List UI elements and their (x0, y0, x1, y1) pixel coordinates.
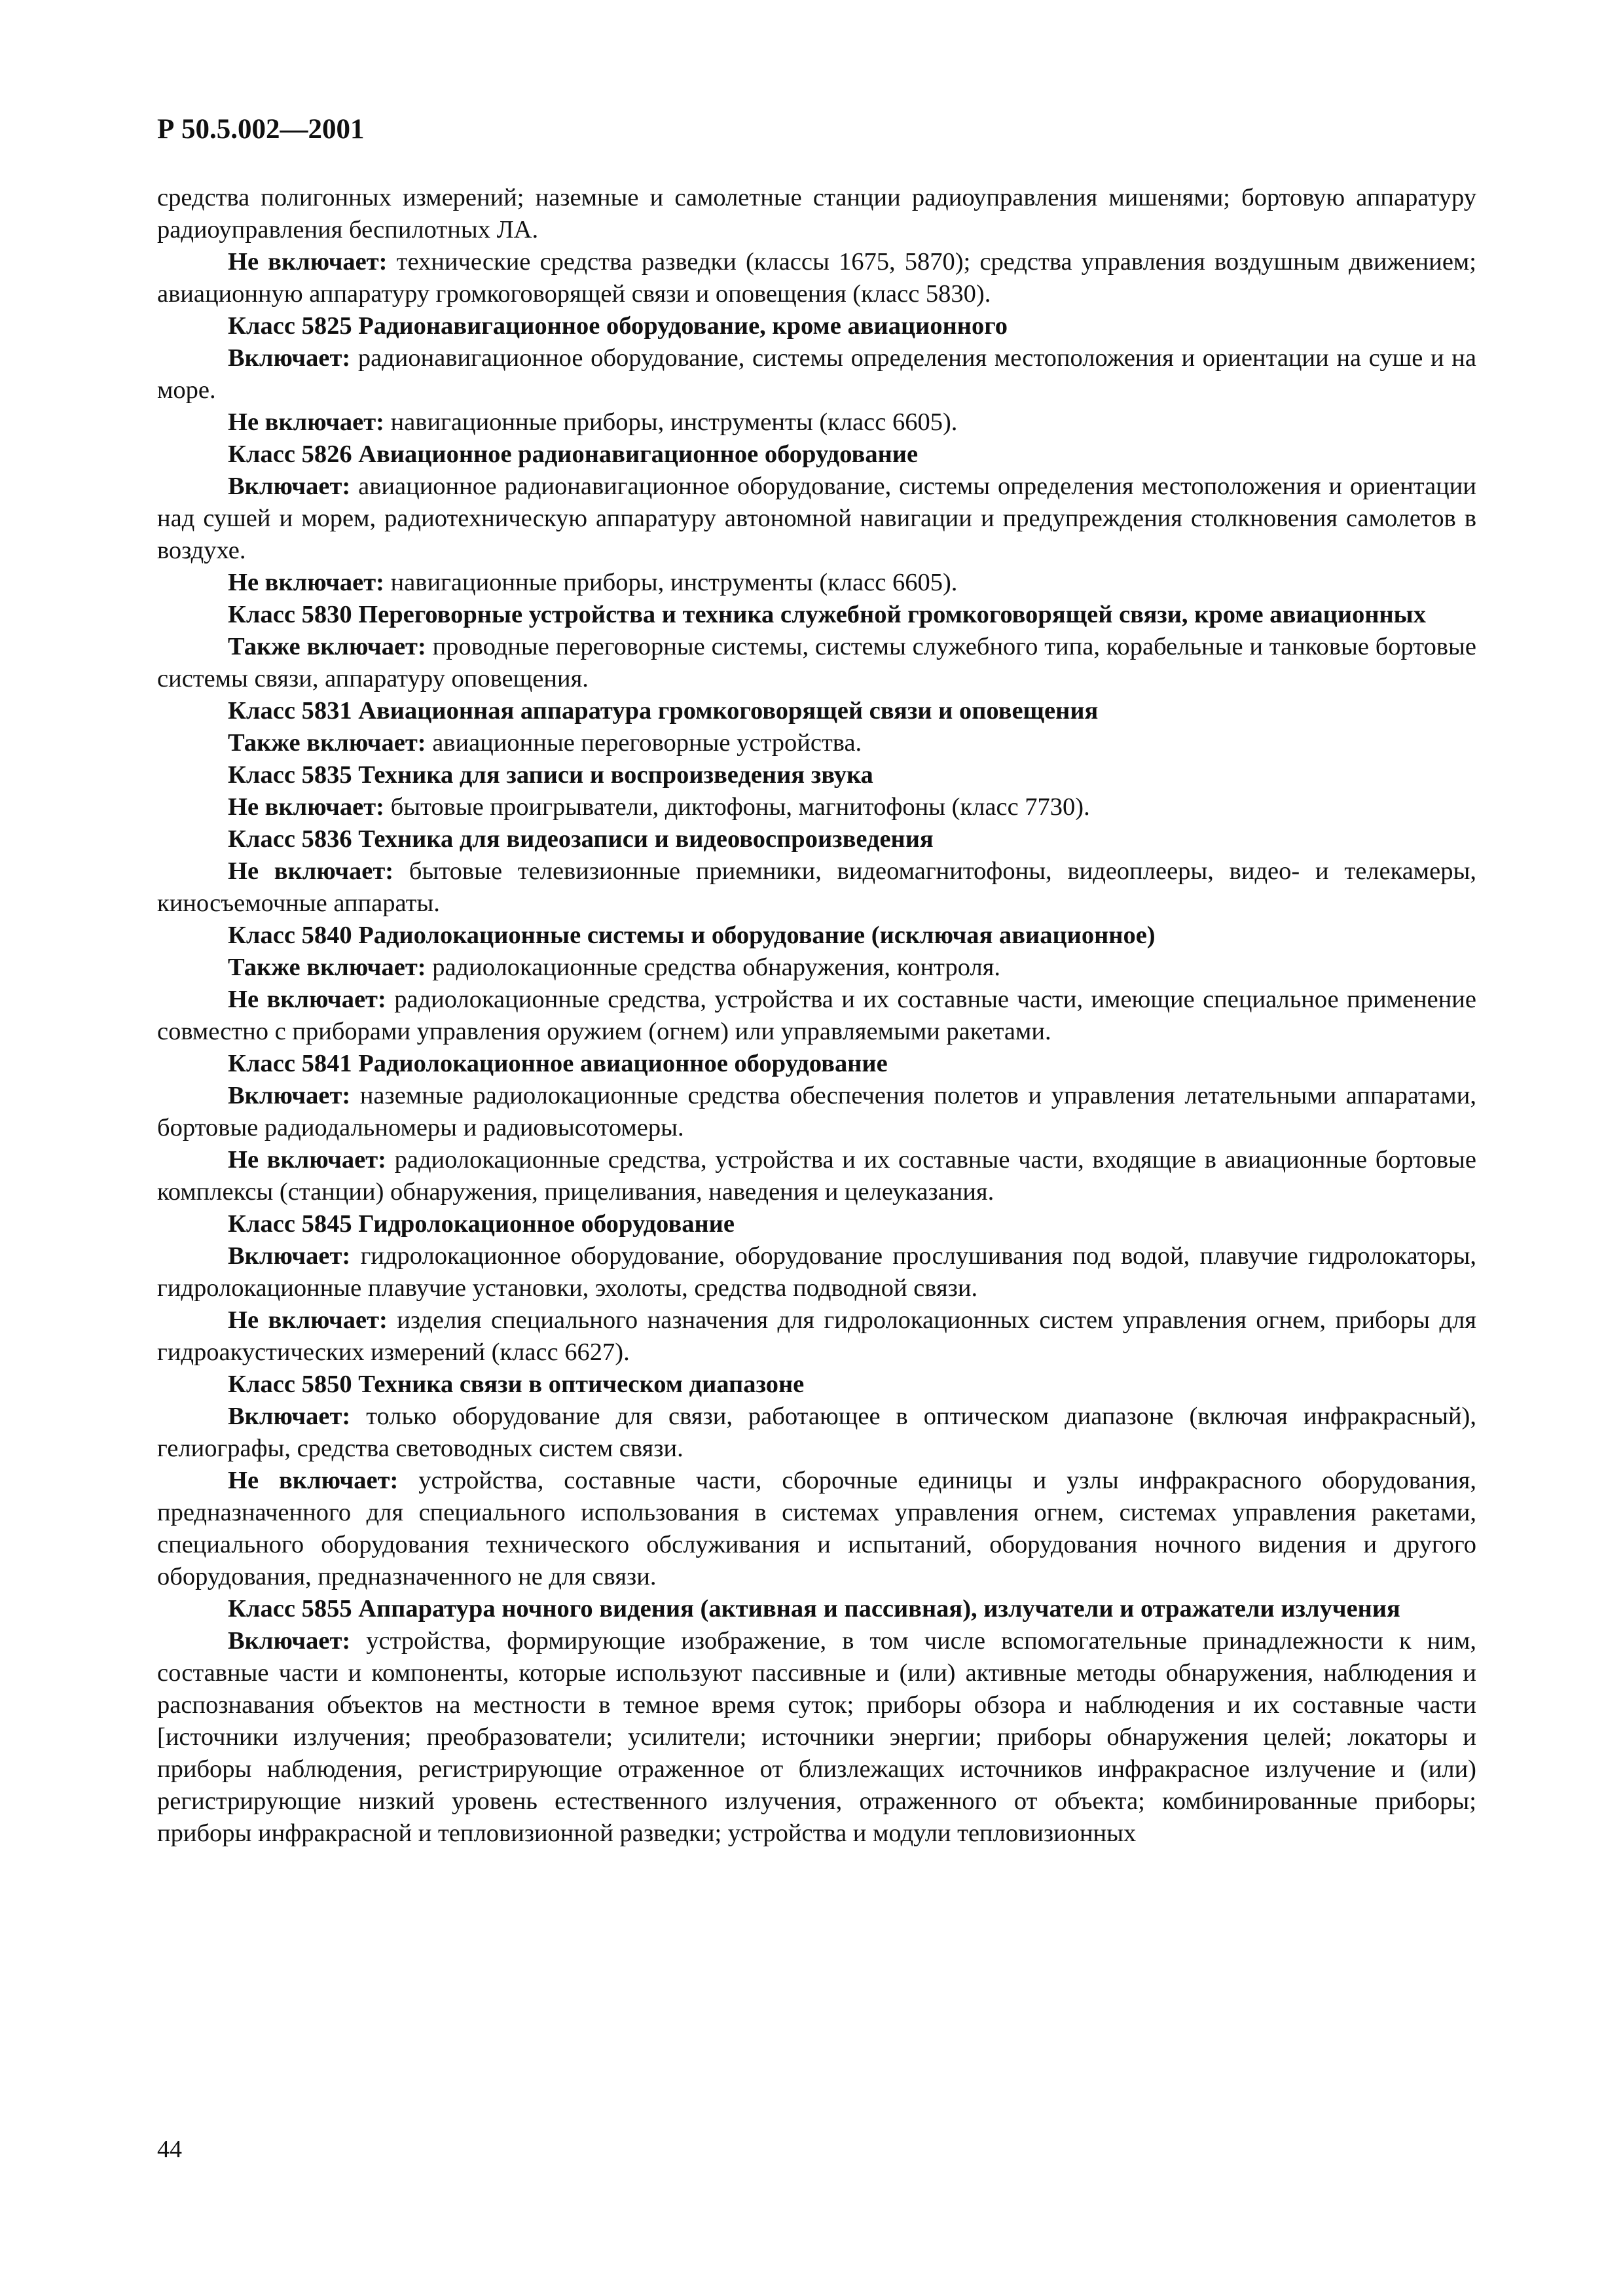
paragraph-label: Не включает: (228, 569, 384, 596)
labeled-paragraph (157, 471, 1476, 567)
paragraph-label: Также включает: (228, 954, 426, 981)
labeled-paragraph (157, 984, 1476, 1048)
paragraph-text: навигационные приборы, инструменты (класс 6605). (384, 408, 958, 436)
class-heading: Класс 5826 Авиационное радионавигационное оборудование (228, 440, 919, 468)
labeled-paragraph (157, 567, 1476, 599)
labeled-paragraph (157, 406, 1476, 439)
paragraph-label: Не включает: (228, 1467, 399, 1494)
labeled-paragraph (157, 1144, 1476, 1208)
body-paragraph: средства полигонных измерений; наземные и самолетные станции радиоуправления мишенями; бортовую аппаратуру радиоуправления беспилотных ЛА. (157, 184, 1476, 243)
paragraph-text: радиолокационные средства, устройства и их составные части, входящие в авиационные бортовые комплексы (станции) обнаружения, прицеливания, наведения и целеуказания. (157, 1146, 1476, 1206)
labeled-paragraph (157, 1401, 1476, 1465)
labeled-paragraph (157, 246, 1476, 310)
labeled-paragraph (157, 1240, 1476, 1304)
paragraph-text: радионавигационное оборудование, системы определения местоположения и ориентации на суше и на море. (157, 344, 1476, 404)
labeled-paragraph (157, 1080, 1476, 1144)
paragraph-text: только оборудование для связи, работающее в оптическом диапазоне (включая инфракрасный), гелиографы, средства световодных систем связи. (157, 1403, 1476, 1462)
paragraph-text: радиолокационные средства, устройства и их составные части, имеющие специальное применение совместно с приборами управления оружием (огнем) или управляемыми ракетами. (157, 986, 1476, 1045)
paragraph-label: Не включает: (228, 857, 394, 885)
paragraph-text: проводные переговорные системы, системы служебного типа, корабельные и танковые бортовые системы связи, аппаратуру оповещения. (157, 633, 1476, 692)
labeled-paragraph (157, 952, 1476, 984)
paragraph-text: устройства, составные части, сборочные единицы и узлы инфракрасного оборудования, предназначенного для специального использования в системах управления огнем, системах управления ракетами, специального оборудования технического обслуживания и испытаний, оборудования ночного видения и другого оборудования, предназначенного не для связи. (157, 1467, 1476, 1590)
class-heading: Класс 5825 Радионавигационное оборудование, кроме авиационного (228, 312, 1008, 340)
paragraph-label: Также включает: (228, 729, 426, 757)
paragraph-text: бытовые проигрыватели, диктофоны, магнитофоны (класс 7730). (384, 793, 1090, 821)
labeled-paragraph (157, 631, 1476, 695)
paragraph-text: наземные радиолокационные средства обеспечения полетов и управления летательными аппаратами, бортовые радиодальномеры и радиовысотомеры. (157, 1082, 1476, 1141)
class-heading: Класс 5841 Радиолокационное авиационное оборудование (228, 1050, 888, 1077)
paragraph-text: технические средства разведки (классы 1675, 5870); средства управления воздушным движением; авиационную аппаратуру громкоговорящей связи и оповещения (класс 5830). (157, 248, 1476, 308)
paragraph-label: Включает: (228, 1403, 351, 1430)
class-heading: Класс 5836 Техника для видеозаписи и видеовоспроизведения (228, 825, 934, 853)
paragraph-text: изделия специального назначения для гидролокационных систем управления огнем, приборы для гидроакустических измерений (класс 6627). (157, 1306, 1476, 1366)
paragraph-text: устройства, формирующие изображение, в том числе вспомогательные принадлежности к ним, составные части и компоненты, которые используют пассивные и (или) активные методы обнаружения, наблюдения и распознавания объектов на местности в темное время суток; приборы обзора и наблюдения и их составные части [источники излучения; преобразователи; усилители; источники энергии; приборы обнаружения целей; локаторы и приборы наблюдения, регистрирующие отраженное от близлежащих источников инфракрасное излучение и (или) регистрирующие низкий уровень естественного излучения, отраженного от объекта; комбинированные приборы; приборы инфракрасной и тепловизионной разведки; устройства и модули тепловизионных (157, 1627, 1476, 1847)
labeled-paragraph (157, 342, 1476, 406)
paragraph-text: навигационные приборы, инструменты (класс 6605). (384, 569, 958, 596)
class-heading: Класс 5845 Гидролокационное оборудование (228, 1210, 735, 1238)
paragraph-label: Не включает: (228, 986, 386, 1013)
class-heading: Класс 5840 Радиолокационные системы и оборудование (исключая авиационное) (228, 922, 1156, 949)
document-page (157, 111, 1476, 1850)
paragraph-text: радиолокационные средства обнаружения, контроля. (426, 954, 1001, 981)
labeled-paragraph (157, 1465, 1476, 1593)
class-heading: Класс 5855 Аппаратура ночного видения (активная и пассивная), излучатели и отражатели излучения (228, 1595, 1400, 1623)
page-number: 44 (157, 2136, 182, 2163)
paragraph-text: авиационные переговорные устройства. (426, 729, 862, 757)
paragraph-label: Включает: (228, 1627, 351, 1655)
paragraph-label: Не включает: (228, 248, 388, 276)
labeled-paragraph (157, 727, 1476, 759)
paragraph-label: Включает: (228, 1242, 351, 1270)
labeled-paragraph (157, 1304, 1476, 1369)
document-code-header: Р 50.5.002—2001 (157, 114, 365, 145)
paragraph-text: гидролокационное оборудование, оборудование прослушивания под водой, плавучие гидролокаторы, гидролокационные плавучие установки, эхолоты, средства подводной связи. (157, 1242, 1476, 1302)
paragraph-label: Не включает: (228, 408, 384, 436)
paragraph-label: Включает: (228, 1082, 351, 1109)
paragraph-label: Не включает: (228, 1306, 388, 1334)
paragraph-label: Не включает: (228, 793, 384, 821)
paragraph-text: авиационное радионавигационное оборудование, системы определения местоположения и ориентации над сушей и морем, радиотехническую аппаратуру автономной навигации и предупреждения столкновения самолетов в воздухе. (157, 473, 1476, 564)
paragraph-text: бытовые телевизионные приемники, видеомагнитофоны, видеоплееры, видео- и телекамеры, киносъемочные аппараты. (157, 857, 1476, 917)
labeled-paragraph (157, 791, 1476, 823)
labeled-paragraph (157, 1625, 1476, 1850)
class-heading: Класс 5830 Переговорные устройства и техника служебной громкоговорящей связи, кроме авиационных (228, 601, 1426, 628)
paragraph-label: Включает: (228, 473, 351, 500)
labeled-paragraph (157, 855, 1476, 920)
class-heading: Класс 5850 Техника связи в оптическом диапазоне (228, 1371, 805, 1398)
class-heading: Класс 5835 Техника для записи и воспроизведения звука (228, 761, 873, 789)
document-body (157, 182, 1476, 1850)
paragraph-label: Также включает: (228, 633, 426, 660)
paragraph-label: Включает: (228, 344, 351, 372)
paragraph-label: Не включает: (228, 1146, 386, 1174)
class-heading: Класс 5831 Авиационная аппаратура громкоговорящей связи и оповещения (228, 697, 1099, 725)
